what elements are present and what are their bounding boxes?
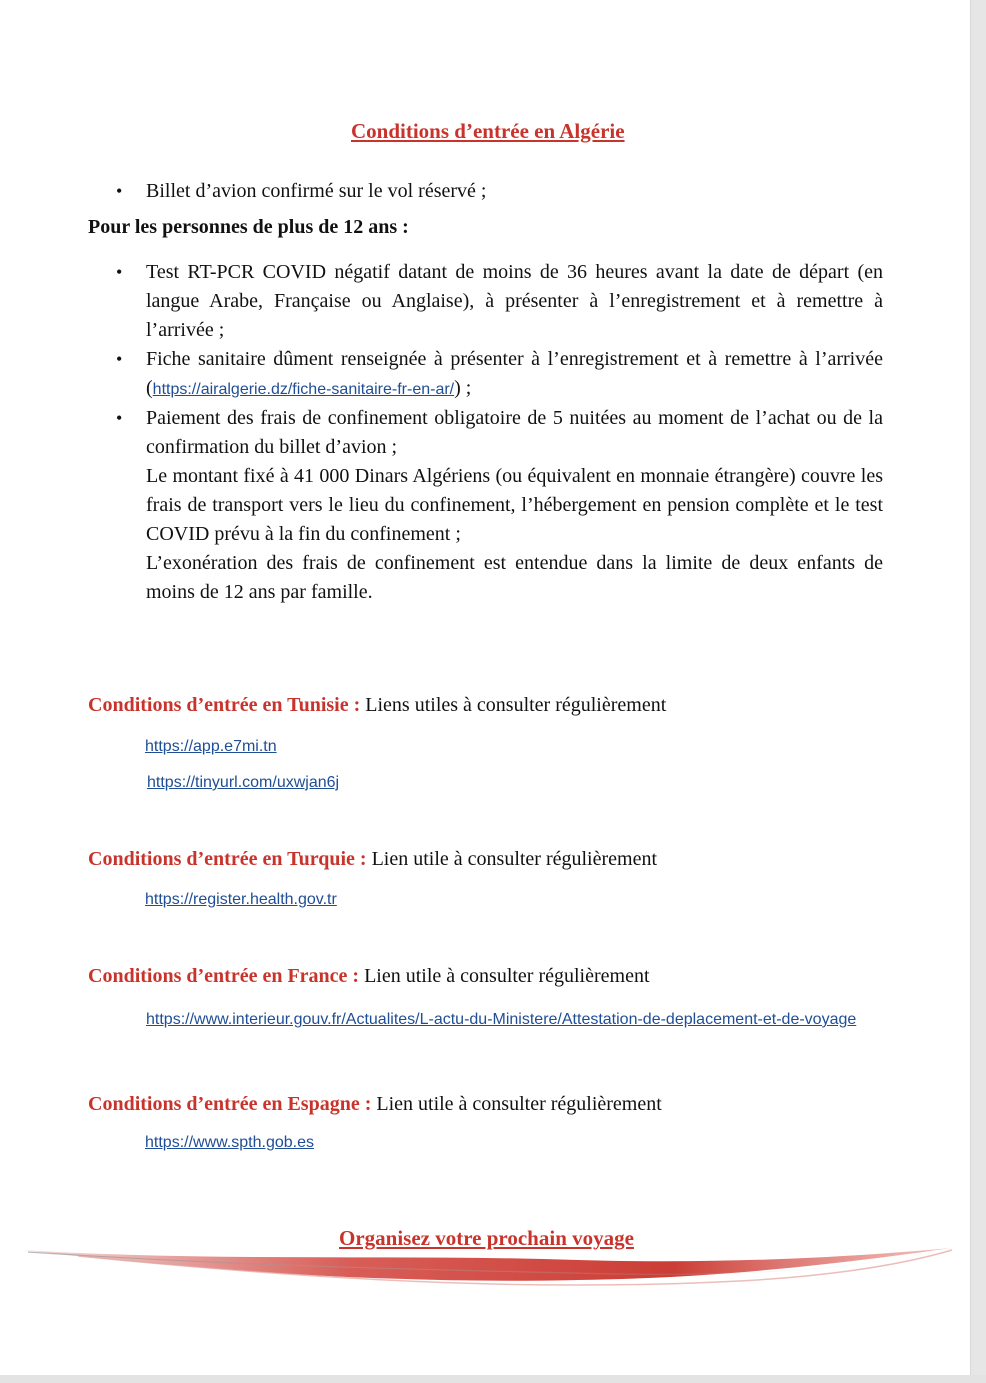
tunisie-link-e7mi[interactable]: https://app.e7mi.tn: [145, 738, 277, 755]
list-item: • Billet d’avion confirmé sur le vol réservé ;: [116, 177, 880, 206]
algerie-title: Conditions d’entrée en Algérie: [351, 119, 625, 143]
list-item: [116, 404, 883, 607]
fiche-sanitaire-link[interactable]: https://airalgerie.dz/fiche-sanitaire-fr-en-ar/: [152, 381, 455, 398]
france-section: Conditions d’entrée en France : Lien utile à consulter régulièrement: [88, 965, 650, 987]
bullet-icon: •: [116, 262, 123, 282]
turquie-section: Conditions d’entrée en Turquie : Lien utile à consulter régulièrement: [88, 848, 658, 870]
tunisie-link-tinyurl[interactable]: https://tinyurl.com/uxwjan6j: [147, 774, 340, 791]
list-item: • Fiche sanitaire dûment renseignée à présenter à l’enregistrement et à remettre à l’arrivée (https://airalgerie.dz/fiche-sanitaire-fr-en-ar/) ;: [116, 345, 883, 404]
pcr-requirement: Test RT-PCR COVID négatif datant de moins de 36 heures avant la date de départ (en langue Arabe, Française ou Anglaise), à présenter à l’enregistrement et à remettre à l’arrivée ;: [146, 261, 883, 341]
bullet-icon: •: [116, 408, 123, 428]
turquie-link[interactable]: https://register.health.gov.tr: [145, 891, 337, 908]
footer-title: Organisez votre prochain voyage: [339, 1226, 634, 1250]
page-bottom-shadow: [0, 1375, 986, 1383]
espagne-section: Conditions d’entrée en Espagne : Lien utile à consulter régulièrement: [88, 1093, 662, 1115]
age-subheading: Pour les personnes de plus de 12 ans :: [88, 216, 409, 238]
list-item: [116, 258, 883, 345]
algerie-ticket-list: [116, 177, 880, 206]
algerie-requirements-list: [116, 258, 883, 607]
tunisie-section: Conditions d’entrée en Tunisie : Liens utiles à consulter régulièrement: [88, 694, 667, 716]
exoneration-text: L’exonération des frais de confinement est entendue dans la limite de deux enfants de moins de 12 ans par famille.: [146, 552, 883, 603]
france-link[interactable]: https://www.interieur.gouv.fr/Actualites/L-actu-du-Ministere/Attestation-de-deplacement-et-de-voyage: [146, 1011, 857, 1028]
bullet-icon: •: [116, 181, 123, 201]
page-edge-shadow: [970, 0, 986, 1383]
montant-text: Le montant fixé à 41 000 Dinars Algériens (ou équivalent en monnaie étrangère) couvre les frais de transport vers le lieu du confinement, l’hébergement en pension complète et le test COVID prévu à la fin du confinement ;: [146, 465, 883, 545]
espagne-link[interactable]: https://www.spth.gob.es: [145, 1134, 314, 1151]
paiement-text: Paiement des frais de confinement obligatoire de 5 nuitées au moment de l’achat ou de la confirmation du billet d’avion ;: [146, 407, 883, 458]
bullet-icon: •: [116, 349, 123, 369]
